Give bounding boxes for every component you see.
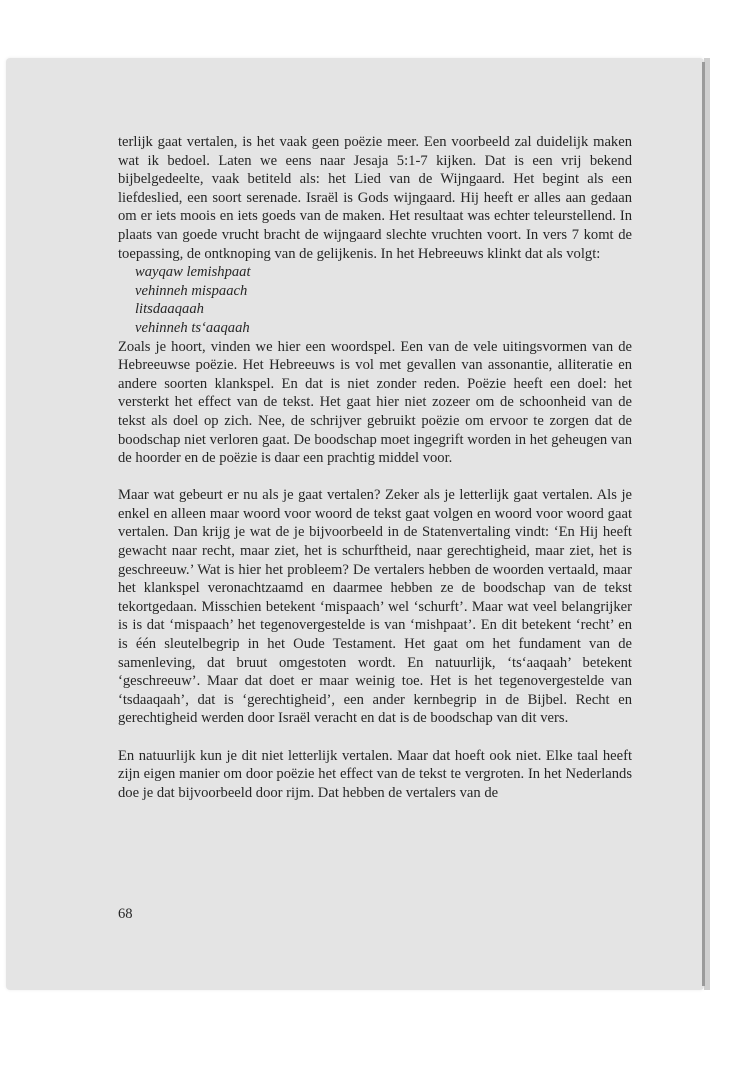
paragraph-3: En natuurlijk kun je dit niet letterlijk vertalen. Maar dat hoeft ook niet. Elke taal heeft zijn eigen manier om door poëzie het effect van de tekst te vergroten. In het Nederlands doe je dat bijvoorbeeld door rijm. Dat hebben de vertalers van de [118, 747, 632, 801]
page-number: 68 [118, 906, 133, 922]
verse-line-1: wayqaw lemishpaat [135, 264, 251, 281]
body-text [118, 133, 632, 802]
verse-line-2: vehinneh mispaach [135, 282, 248, 299]
paragraph-2: Maar wat gebeurt er nu als je gaat vertalen? Zeker als je letterlijk gaat vertalen. Als je enkel en alleen maar woord voor woord de tekst gaat volgen en woord voor woord gaat vertalen. Dan krijg je wat de je bijvoorbeeld in de Statenvertaling vindt: ‘En Hij heeft gewacht naar recht, maar ziet, het is schurftheid, naar gerechtigheid, maar ziet, het is geschreeuw.’ Wat is hier het probleem? De vertalers hebben de woorden vertaald, maar het klankspel veronachtzaamd en daarmee hebben ze de boodschap van de tekst tekortgedaan. Misschien betekent ‘mispaach’ wel ‘schurft’. Maar wat veel belangrijker is is dat ‘mispaach’ het tegenovergestelde is van ‘mishpaat’. En dit betekent ‘recht’ en is één sleutelbegrip in het Oude Testament. Het gaat om het fundament van de samenleving, dat bruut omgestoten wordt. En natuurlijk, ‘ts‘aaqaah’ betekent ‘geschreeuw’. Maar dat doet er maar weinig toe. Het is het tegenovergestelde van ‘tsdaaqaah’, dat is ‘gerechtigheid’, een ander kernbegrip in de Bijbel. Recht en gerechtigheid werden door Israël veracht en dat is de boodschap van dit vers. [118, 487, 632, 727]
paragraph-1 [118, 133, 632, 468]
verse-line-3: litsdaaqaah [135, 301, 204, 318]
paragraph-1-intro: terlijk gaat vertalen, is het vaak geen poëzie meer. Een voorbeeld zal duidelijk maken wat ik bedoel. Laten we eens naar Jesaja 5:1-7 kijken. Dat is een vrij bekend bijbelgedeelte, vaak betiteld als: het Lied van de Wijngaard. Het begint als een liefdeslied, een soort serenade. Israël is Gods wijngaard. Hij heeft er alles aan gedaan om er iets moois en iets goeds van de maken. Het resultaat was echter teleurstellend. In plaats van goede vrucht bracht de wijngaard slechte vruchten voort. In vers 7 komt de toepassing, de ontknoping van de gelijkenis. In het Hebreeuws klinkt dat als volgt: [118, 134, 632, 262]
page-edge-shadow [702, 62, 705, 986]
paragraph-1-outro: Zoals je hoort, vinden we hier een woordspel. Een van de vele uitingsvormen van de Hebreeuwse poëzie. Het Hebreeuws is vol met gevallen van assonantie, alliteratie en andere soorten klankspel. En dat is niet zonder reden. Poëzie heeft een doel: het versterkt het effect van de tekst. Het gaat hier niet zozeer om de schoonheid van de tekst als doel op zich. Nee, de schrijver gebruikt poëzie om ervoor te zorgen dat de boodschap niet verloren gaat. De boodschap moet ingegrift worden in het geheugen van de hoorder en de poëzie is daar een prachtig middel voor. [118, 338, 632, 467]
verse-line-4: vehinneh ts‘aaqaah [135, 319, 250, 336]
